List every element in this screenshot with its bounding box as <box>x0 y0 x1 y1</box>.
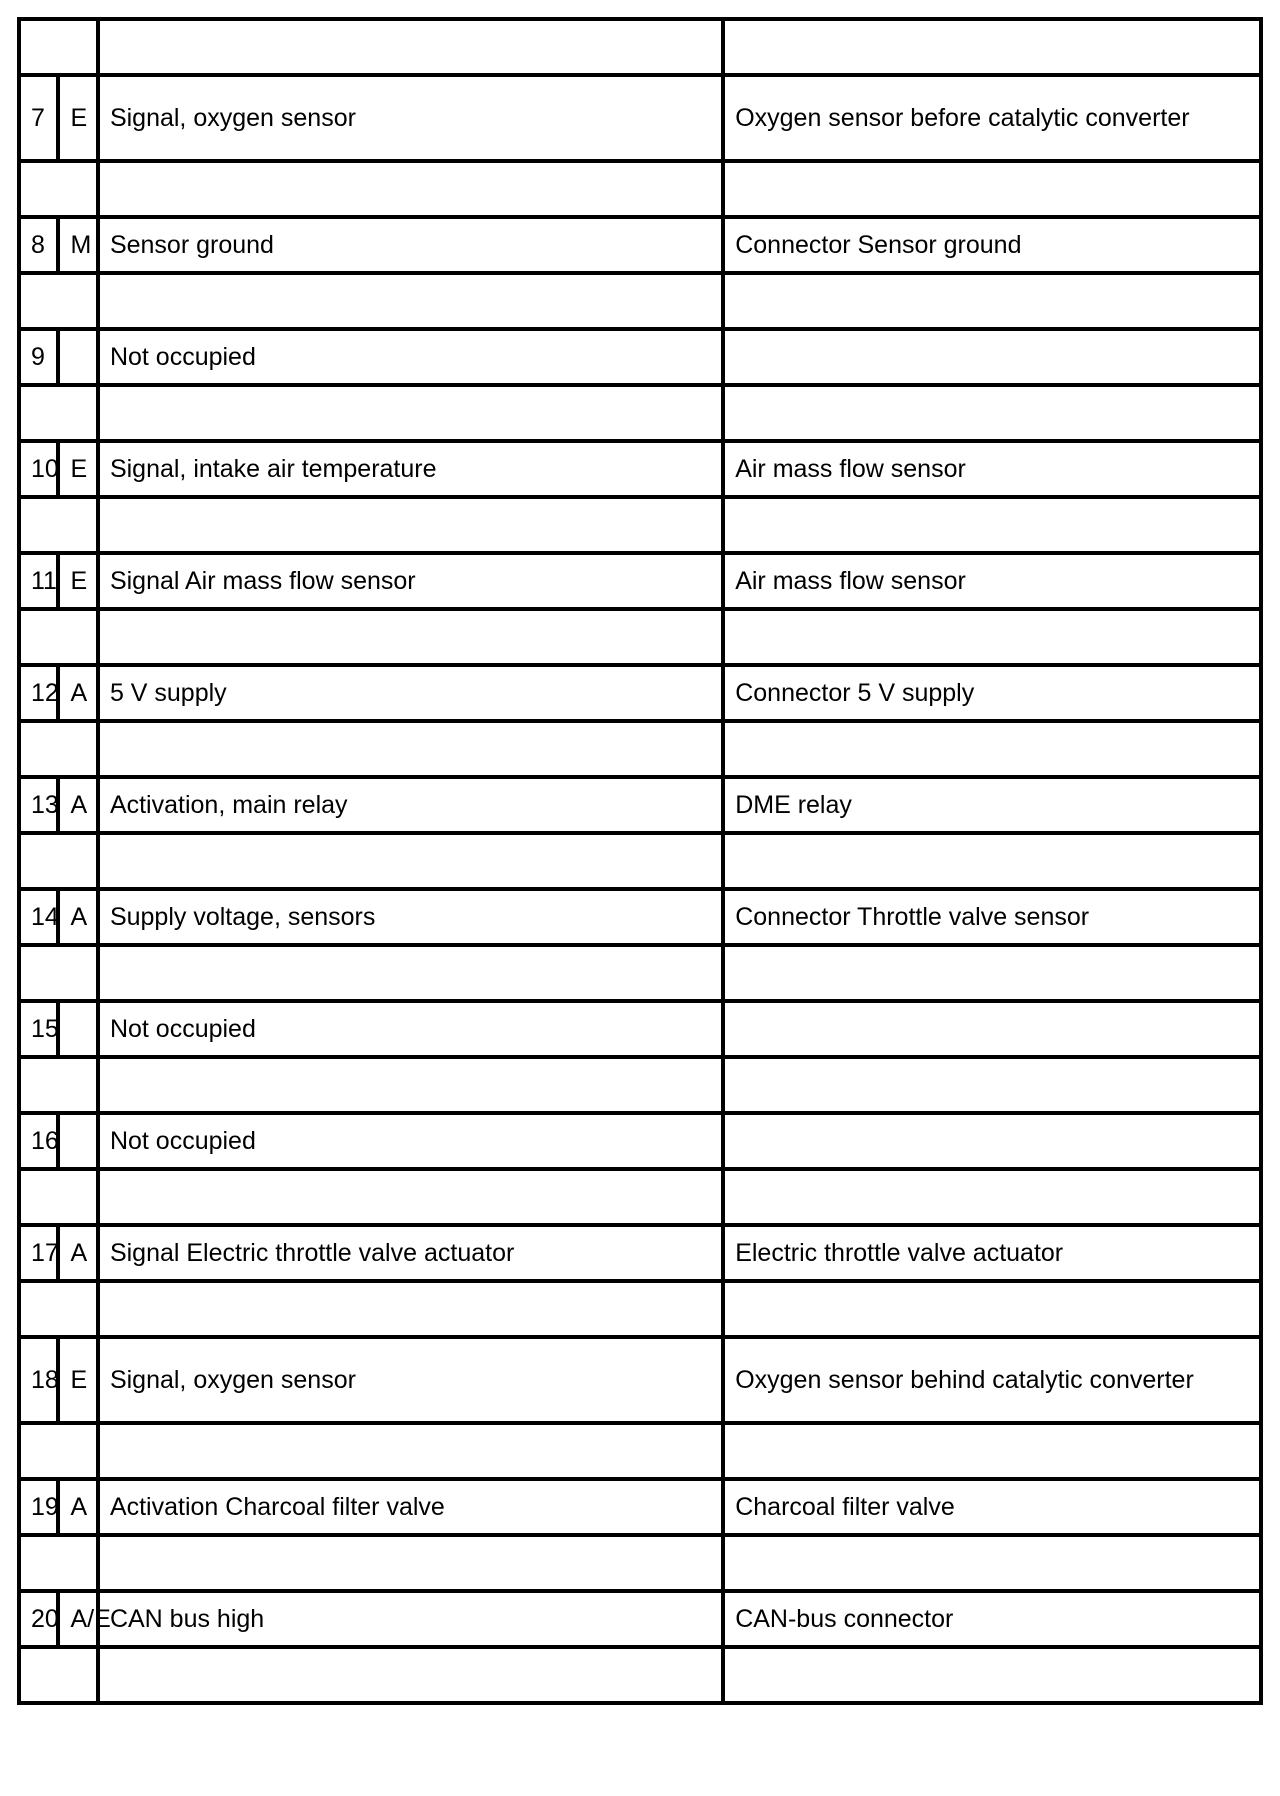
empty-cell <box>19 385 98 441</box>
spacer-row <box>19 273 1261 329</box>
function-cell: Signal Electric throttle valve actuator <box>98 1225 723 1281</box>
function-cell: Not occupied <box>98 1001 723 1057</box>
function-cell: 5 V supply <box>98 665 723 721</box>
signal-type-cell <box>58 329 97 385</box>
table-row <box>19 1479 1261 1535</box>
component-cell: Connector Throttle valve sensor <box>723 889 1261 945</box>
signal-type-cell: A/E <box>58 1591 97 1647</box>
signal-type-cell <box>58 1113 97 1169</box>
empty-cell <box>98 273 723 329</box>
pin-table-body <box>19 19 1261 1703</box>
component-cell: Connector 5 V supply <box>723 665 1261 721</box>
pin-number-cell: 9 <box>19 329 58 385</box>
signal-type-cell: A <box>58 777 97 833</box>
component-cell: Air mass flow sensor <box>723 553 1261 609</box>
empty-cell <box>19 273 98 329</box>
function-cell: Not occupied <box>98 1113 723 1169</box>
spacer-row <box>19 609 1261 665</box>
empty-cell <box>19 609 98 665</box>
empty-cell <box>98 497 723 553</box>
empty-cell <box>98 721 723 777</box>
empty-cell <box>98 1057 723 1113</box>
empty-cell <box>19 161 98 217</box>
table-row <box>19 441 1261 497</box>
table-row <box>19 777 1261 833</box>
spacer-row <box>19 1281 1261 1337</box>
empty-cell <box>19 497 98 553</box>
empty-cell <box>19 1423 98 1479</box>
table-row <box>19 75 1261 161</box>
function-cell: Activation, main relay <box>98 777 723 833</box>
spacer-row <box>19 1057 1261 1113</box>
empty-cell <box>98 1647 723 1703</box>
component-cell: Oxygen sensor behind catalytic converter <box>723 1337 1261 1423</box>
empty-cell <box>19 1535 98 1591</box>
empty-cell <box>19 721 98 777</box>
table-row <box>19 665 1261 721</box>
empty-cell <box>98 945 723 1001</box>
function-cell: Signal, oxygen sensor <box>98 75 723 161</box>
component-cell: CAN-bus connector <box>723 1591 1261 1647</box>
pin-number-cell: 13 <box>19 777 58 833</box>
component-cell: Electric throttle valve actuator <box>723 1225 1261 1281</box>
empty-cell <box>723 833 1261 889</box>
component-cell: Air mass flow sensor <box>723 441 1261 497</box>
function-cell: Activation Charcoal filter valve <box>98 1479 723 1535</box>
table-row <box>19 1591 1261 1647</box>
empty-cell <box>723 945 1261 1001</box>
spacer-row <box>19 1535 1261 1591</box>
signal-type-cell: M <box>58 217 97 273</box>
signal-type-cell: E <box>58 441 97 497</box>
signal-type-cell <box>58 1001 97 1057</box>
empty-cell <box>98 833 723 889</box>
pin-number-cell: 15 <box>19 1001 58 1057</box>
empty-cell <box>19 1647 98 1703</box>
empty-cell <box>723 19 1261 75</box>
empty-cell <box>19 833 98 889</box>
empty-cell <box>98 385 723 441</box>
pin-number-cell: 20 <box>19 1591 58 1647</box>
spacer-row <box>19 1647 1261 1703</box>
table-row <box>19 1113 1261 1169</box>
empty-cell <box>723 1535 1261 1591</box>
empty-cell <box>98 1169 723 1225</box>
function-cell: Sensor ground <box>98 217 723 273</box>
spacer-row <box>19 1169 1261 1225</box>
signal-type-cell: A <box>58 889 97 945</box>
component-cell: DME relay <box>723 777 1261 833</box>
empty-cell <box>19 1169 98 1225</box>
empty-cell <box>723 385 1261 441</box>
spacer-row <box>19 833 1261 889</box>
empty-cell <box>723 497 1261 553</box>
pin-number-cell: 18 <box>19 1337 58 1423</box>
empty-cell <box>723 273 1261 329</box>
spacer-row <box>19 721 1261 777</box>
pin-number-cell: 16 <box>19 1113 58 1169</box>
spacer-row <box>19 19 1261 75</box>
spacer-row <box>19 161 1261 217</box>
empty-cell <box>723 1057 1261 1113</box>
signal-type-cell: A <box>58 1479 97 1535</box>
pin-number-cell: 7 <box>19 75 58 161</box>
component-cell <box>723 1113 1261 1169</box>
pin-number-cell: 14 <box>19 889 58 945</box>
table-row <box>19 217 1261 273</box>
empty-cell <box>98 161 723 217</box>
signal-type-cell: E <box>58 75 97 161</box>
empty-cell <box>723 1281 1261 1337</box>
empty-cell <box>19 19 98 75</box>
empty-cell <box>98 1281 723 1337</box>
pin-assignment-table <box>17 17 1263 1705</box>
function-cell: Signal, oxygen sensor <box>98 1337 723 1423</box>
signal-type-cell: A <box>58 1225 97 1281</box>
pin-number-cell: 11 <box>19 553 58 609</box>
empty-cell <box>98 1423 723 1479</box>
empty-cell <box>19 1281 98 1337</box>
spacer-row <box>19 497 1261 553</box>
empty-cell <box>723 721 1261 777</box>
empty-cell <box>98 609 723 665</box>
component-cell: Oxygen sensor before catalytic converter <box>723 75 1261 161</box>
component-cell: Connector Sensor ground <box>723 217 1261 273</box>
signal-type-cell: E <box>58 553 97 609</box>
table-row <box>19 553 1261 609</box>
function-cell: CAN bus high <box>98 1591 723 1647</box>
empty-cell <box>98 19 723 75</box>
signal-type-cell: E <box>58 1337 97 1423</box>
function-cell: Signal, intake air temperature <box>98 441 723 497</box>
function-cell: Not occupied <box>98 329 723 385</box>
pin-number-cell: 8 <box>19 217 58 273</box>
empty-cell <box>723 609 1261 665</box>
signal-type-cell: A <box>58 665 97 721</box>
empty-cell <box>98 1535 723 1591</box>
spacer-row <box>19 385 1261 441</box>
component-cell <box>723 1001 1261 1057</box>
function-cell: Signal Air mass flow sensor <box>98 553 723 609</box>
table-row <box>19 329 1261 385</box>
table-row <box>19 1225 1261 1281</box>
function-cell: Supply voltage, sensors <box>98 889 723 945</box>
pin-number-cell: 17 <box>19 1225 58 1281</box>
component-cell: Charcoal filter valve <box>723 1479 1261 1535</box>
empty-cell <box>723 1423 1261 1479</box>
table-row <box>19 1337 1261 1423</box>
component-cell <box>723 329 1261 385</box>
table-row <box>19 1001 1261 1057</box>
empty-cell <box>723 1169 1261 1225</box>
table-row <box>19 889 1261 945</box>
spacer-row <box>19 945 1261 1001</box>
pin-number-cell: 12 <box>19 665 58 721</box>
empty-cell <box>19 1057 98 1113</box>
empty-cell <box>19 945 98 1001</box>
spacer-row <box>19 1423 1261 1479</box>
pin-number-cell: 10 <box>19 441 58 497</box>
empty-cell <box>723 161 1261 217</box>
empty-cell <box>723 1647 1261 1703</box>
pin-number-cell: 19 <box>19 1479 58 1535</box>
